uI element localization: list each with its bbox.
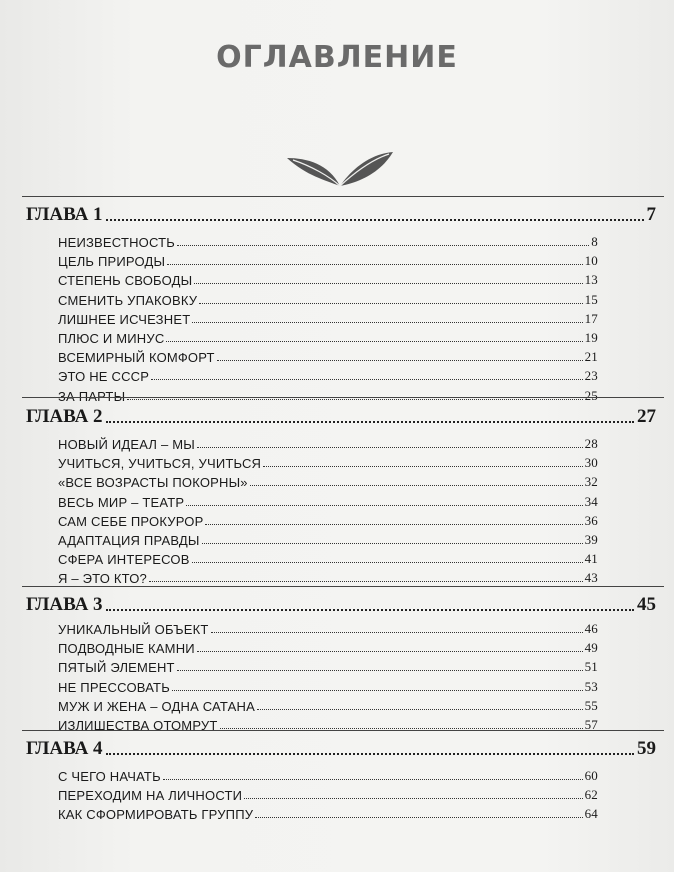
toc-entry[interactable] bbox=[58, 453, 598, 471]
chapter-label: ГЛАВА 2 bbox=[26, 406, 103, 427]
toc-entry[interactable] bbox=[58, 434, 598, 452]
toc-entry-label: КАК СФОРМИРОВАТЬ ГРУППУ bbox=[58, 807, 254, 823]
toc-entry[interactable] bbox=[58, 511, 598, 529]
toc-entry[interactable] bbox=[58, 696, 598, 714]
toc-entry[interactable] bbox=[58, 785, 598, 803]
toc-entry[interactable] bbox=[58, 472, 598, 490]
dot-leader bbox=[197, 447, 583, 448]
toc-entry-label: ЗА ПАРТЫ bbox=[58, 388, 126, 404]
dot-leader bbox=[177, 245, 589, 246]
dot-leader bbox=[202, 543, 583, 544]
toc-entry-page-number: 17 bbox=[584, 310, 598, 326]
dot-leader bbox=[149, 581, 583, 582]
toc-entry-page-number: 23 bbox=[584, 368, 598, 384]
toc-entry-label: ЛИШНЕЕ ИСЧЕЗНЕТ bbox=[58, 311, 191, 327]
toc-entry-label: ВСЕМИРНЫЙ КОМФОРТ bbox=[58, 350, 215, 366]
chapter-divider bbox=[22, 397, 664, 398]
toc-entry-label: НОВЫЙ ИДЕАЛ – МЫ bbox=[58, 437, 195, 452]
toc-entry-label: ЭТО НЕ СССР bbox=[58, 369, 150, 385]
dot-leader bbox=[192, 562, 583, 563]
toc-entry-page-number: 46 bbox=[584, 621, 598, 636]
dot-leader bbox=[166, 341, 582, 342]
dot-leader bbox=[106, 753, 634, 755]
toc-entry-label: «ВСЕ ВОЗРАСТЫ ПОКОРНЫ» bbox=[58, 475, 248, 491]
dot-leader bbox=[199, 303, 582, 304]
chapter-heading[interactable] bbox=[26, 590, 656, 616]
dot-leader bbox=[151, 379, 582, 380]
toc-entry-page-number: 51 bbox=[584, 659, 598, 675]
toc-entry-page-number: 64 bbox=[584, 806, 598, 822]
dot-leader bbox=[220, 728, 583, 729]
toc-entry-page-number: 32 bbox=[584, 474, 598, 490]
dot-leader bbox=[127, 399, 582, 400]
toc-entry[interactable] bbox=[58, 328, 598, 346]
dot-leader bbox=[163, 779, 583, 780]
toc-entry[interactable] bbox=[58, 766, 598, 784]
toc-entry-page-number: 55 bbox=[584, 697, 598, 713]
toc-entry-page-number: 62 bbox=[584, 787, 598, 803]
toc-entry-page-number: 57 bbox=[584, 717, 598, 732]
dot-leader bbox=[250, 485, 583, 486]
toc-entry-label: ПЯТЫЙ ЭЛЕМЕНТ bbox=[58, 660, 175, 676]
toc-entry[interactable] bbox=[58, 568, 598, 586]
toc-entry-label: ЦЕЛЬ ПРИРОДЫ bbox=[58, 254, 166, 270]
toc-entry[interactable] bbox=[58, 290, 598, 308]
toc-entry-page-number: 41 bbox=[584, 551, 598, 567]
toc-entry[interactable] bbox=[58, 386, 598, 404]
dot-leader bbox=[177, 670, 583, 671]
dot-leader bbox=[263, 466, 582, 467]
toc-entry-page-number: 49 bbox=[584, 640, 598, 656]
chapter-label: ГЛАВА 4 bbox=[26, 738, 103, 759]
toc-entry-label: ПЕРЕХОДИМ НА ЛИЧНОСТИ bbox=[58, 788, 243, 804]
toc-entry[interactable] bbox=[58, 530, 598, 548]
dot-leader bbox=[106, 609, 634, 611]
toc-entry[interactable] bbox=[58, 638, 598, 656]
toc-entry[interactable] bbox=[58, 804, 598, 822]
toc-entry-label: АДАПТАЦИЯ ПРАВДЫ bbox=[58, 533, 200, 548]
dot-leader bbox=[217, 360, 583, 361]
dot-leader bbox=[197, 651, 583, 652]
chapter-page-number: 27 bbox=[637, 406, 656, 427]
chapter-heading[interactable] bbox=[26, 402, 656, 428]
toc-entry-label: ИЗЛИШЕСТВА ОТОМРУТ bbox=[58, 718, 218, 733]
page-title: ОГЛАВЛЕНИЕ bbox=[216, 40, 458, 75]
chapter-divider bbox=[22, 196, 664, 197]
chapter-label: ГЛАВА 1 bbox=[26, 204, 103, 225]
dot-leader bbox=[106, 219, 644, 221]
toc-entry-label: ПОДВОДНЫЕ КАМНИ bbox=[58, 641, 195, 657]
toc-entry[interactable] bbox=[58, 270, 598, 288]
toc-entry-page-number: 43 bbox=[584, 570, 598, 586]
dot-leader bbox=[192, 322, 582, 323]
toc-entry-label: САМ СЕБЕ ПРОКУРОР bbox=[58, 513, 204, 529]
toc-entry-page-number: 21 bbox=[584, 349, 598, 365]
toc-entry-label: СТЕПЕНЬ СВОБОДЫ bbox=[58, 273, 193, 289]
dot-leader bbox=[106, 421, 634, 423]
toc-entry[interactable] bbox=[58, 492, 598, 510]
dot-leader bbox=[172, 690, 583, 691]
toc-entry-page-number: 13 bbox=[584, 272, 598, 288]
toc-entry-label: МУЖ И ЖЕНА – ОДНА САТАНА bbox=[58, 698, 255, 714]
toc-entry[interactable] bbox=[58, 549, 598, 567]
toc-entry[interactable] bbox=[58, 232, 598, 250]
dot-leader bbox=[167, 264, 582, 265]
chapter-label: ГЛАВА 3 bbox=[26, 594, 103, 615]
toc-entry-label: СМЕНИТЬ УПАКОВКУ bbox=[58, 292, 198, 308]
toc-entry[interactable] bbox=[58, 251, 598, 269]
dot-leader bbox=[186, 505, 582, 506]
dot-leader bbox=[194, 283, 582, 284]
toc-entry[interactable] bbox=[58, 677, 598, 695]
chapter-divider bbox=[22, 730, 664, 731]
dot-leader bbox=[205, 524, 582, 525]
toc-entry-label: ВЕСЬ МИР – ТЕАТР bbox=[58, 494, 185, 510]
dot-leader bbox=[257, 709, 583, 710]
chapter-heading[interactable] bbox=[26, 734, 656, 760]
toc-entry-page-number: 25 bbox=[584, 387, 598, 403]
toc-entry-page-number: 39 bbox=[584, 532, 598, 547]
toc-entry-label: ПЛЮС И МИНУС bbox=[58, 331, 165, 346]
toc-entry-page-number: 60 bbox=[584, 768, 598, 783]
toc-entry-page-number: 19 bbox=[584, 330, 598, 345]
toc-entry-label: УНИКАЛЬНЫЙ ОБЪЕКТ bbox=[58, 622, 209, 637]
toc-entry[interactable] bbox=[58, 347, 598, 365]
toc-entry-page-number: 34 bbox=[584, 493, 598, 509]
toc-entry-page-number: 53 bbox=[584, 678, 598, 694]
toc-entry-label: НЕ ПРЕССОВАТЬ bbox=[58, 679, 170, 695]
dot-leader bbox=[244, 798, 582, 799]
toc-entry-page-number: 8 bbox=[591, 234, 598, 249]
toc-entry-label: НЕИЗВЕСТНОСТЬ bbox=[58, 235, 176, 250]
toc-entry-page-number: 15 bbox=[584, 291, 598, 307]
dot-leader bbox=[211, 632, 583, 633]
toc-entry-page-number: 36 bbox=[584, 512, 598, 528]
toc-entry-label: СФЕРА ИНТЕРЕСОВ bbox=[58, 552, 190, 568]
toc-entry-label: С ЧЕГО НАЧАТЬ bbox=[58, 769, 161, 784]
toc-entry-page-number: 28 bbox=[584, 436, 598, 451]
toc-entry[interactable] bbox=[58, 657, 598, 675]
toc-entry[interactable] bbox=[58, 309, 598, 327]
leaf-ornament-icon bbox=[285, 150, 395, 190]
chapter-divider bbox=[22, 586, 664, 587]
chapter-page-number: 7 bbox=[646, 204, 656, 225]
chapter-page-number: 59 bbox=[637, 738, 656, 759]
toc-entry[interactable] bbox=[58, 366, 598, 384]
toc-entry-page-number: 10 bbox=[584, 253, 598, 269]
toc-entry-page-number: 30 bbox=[584, 455, 598, 471]
chapter-page-number: 45 bbox=[637, 594, 656, 615]
chapter-heading[interactable] bbox=[26, 200, 656, 226]
toc-entry-label: УЧИТЬСЯ, УЧИТЬСЯ, УЧИТЬСЯ bbox=[58, 456, 262, 472]
toc-entry-label: Я – ЭТО КТО? bbox=[58, 571, 147, 587]
toc-entry[interactable] bbox=[58, 619, 598, 637]
dot-leader bbox=[255, 817, 582, 818]
